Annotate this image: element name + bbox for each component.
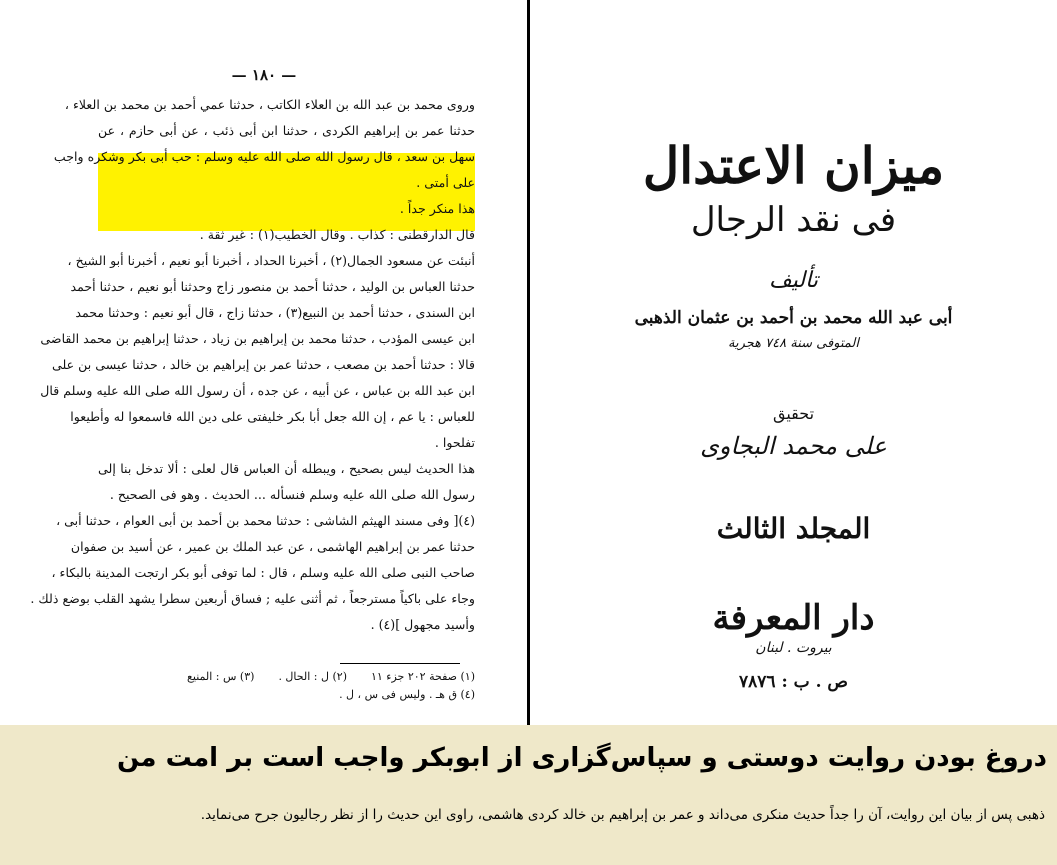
author-name: أبى عبد الله محمد بن أحمد بن عثمان الذهبى — [634, 308, 953, 328]
text-line: حدثنا عمر بن إبراهيم الكردى ، حدثنا ابن أبى ذئب ، عن أبى حازم ، عن — [98, 123, 475, 138]
text-line: سهل بن سعد ، قال رسول الله صلى الله عليه وسلم : حب أبى بكر وشكره واجب — [53, 149, 475, 164]
left-book-page — [0, 0, 528, 725]
book-title: ميزان الاعتدال — [642, 136, 945, 195]
footnote: (٤) ق هـ . وليس فى س ، ل . — [339, 688, 475, 701]
text-line: ابن عبد الله بن عباس ، عن أبيه ، عن جده ، أن رسول الله صلى الله عليه وسلم قال — [40, 383, 475, 398]
caption-body: ذهبی پس از بیان این روایت، آن را جداً حدیث منکری می‌داند و عمر بن إبراهیم بن خالد کردی هاشمی، راوی این حدیث را از نظر رجالیون جرح می‌نماید. — [200, 807, 1045, 823]
caption-panel — [0, 725, 1057, 865]
editor-label: تحقيق — [772, 404, 815, 423]
text-line: للعباس : يا عم ، إن الله جعل أبا بكر خليفتى على دين الله فاسمعوا له وأطيعوا — [70, 409, 475, 424]
text-line: وروى محمد بن عبد الله بن العلاء الكاتب ، حدثنا عمي أحمد بن محمد بن العلاء ، — [64, 97, 475, 112]
text-line: صاحب النبى صلى الله عليه وسلم ، قال : لما توفى أبو بكر ارتجت المدينة بالبكاء ، — [51, 565, 475, 580]
text-line: حدثنا عمر بن إبراهيم الهاشمى ، عن عبد الملك بن عمير ، عن أسيد بن صفوان — [70, 539, 475, 554]
footnote: (١) صفحة ٢٠٢ جزء ١١ — [370, 670, 475, 683]
text-line: هذا الحديث ليس بصحيح ، ويبطله أن العباس قال لعلى : ألا تدخل بنا إلى — [98, 461, 475, 476]
text-line: وجاء على باكياً مسترجعاً ، ثم أثنى عليه ; فساق أربعين سطرا يشهد القلب بوضع ذلك . — [30, 591, 475, 606]
text-line: رسول الله صلى الله عليه وسلم فنسأله ... الحديث . وهو فى الصحيح . — [109, 487, 475, 502]
caption-heading: دروغ بودن روایت دوستی و سپاس‌گزاری از ابوبکر واجب است بر امت من — [117, 743, 1047, 773]
publisher-name: دار المعرفة — [712, 598, 875, 638]
text-line: ابن عيسى المؤدب ، حدثنا محمد بن إبراهيم بن زياد ، حدثنا إبراهيم بن محمد القاضى — [40, 331, 475, 346]
footnote-line — [98, 668, 475, 686]
text-line: (٤)[ وفى مسند الهيثم الشاشى : حدثنا محمد بن أحمد بن أبى العوام ، حدثنا أبى ، — [56, 513, 475, 528]
author-label: تأليف — [769, 268, 818, 293]
publisher-place: بيروت . لبنان — [755, 640, 832, 656]
text-line: قال الدارقطنى : كذاب . وقال الخطيب(١) : غير ثقة . — [199, 227, 475, 242]
page-body-text — [30, 92, 475, 638]
volume-label: المجلد الثالث — [716, 512, 871, 545]
footnote-rule — [340, 663, 460, 664]
footnote: (٢) ل : الحال . — [278, 670, 347, 683]
book-subtitle: فى نقد الرجال — [690, 200, 897, 240]
text-line: ابن السندى ، حدثنا أحمد بن النبيع(٣) ، حدثنا زاج ، قال أبو نعيم : وحدثنا محمد — [75, 305, 475, 320]
text-line: وأسيد مجهول ](٤) . — [370, 617, 475, 632]
po-box: ص . ب : ٧٨٧٦ — [739, 672, 848, 692]
editor-name: على محمد البجاوى — [700, 432, 887, 460]
text-line: تفلحوا . — [434, 435, 475, 450]
author-death-date: المتوفى سنة ٧٤٨ هجرية — [728, 336, 859, 351]
footnote: (٣) س : المنيع — [187, 670, 255, 683]
text-line: هذا منكر جداً . — [399, 201, 475, 216]
page-number: — ١٨٠ — — [231, 66, 297, 84]
text-line: حدثنا العباس بن الوليد ، حدثنا أحمد بن منصور زاج وحدثنا أبو نعيم ، حدثنا أحمد — [70, 279, 475, 294]
text-line: قالا : حدثنا أحمد بن مصعب ، حدثنا عمر بن إبراهيم بن خالد ، حدثنا عيسى بن على — [51, 357, 475, 372]
text-line: أنبئت عن مسعود الجمال(٢) ، أخبرنا الحداد ، أخبرنا أبو نعيم ، أخبرنا أبو الشيخ ، — [67, 253, 475, 268]
text-line: على أمتى . — [416, 175, 475, 190]
footnote-line — [98, 686, 475, 704]
footnotes — [98, 668, 475, 704]
